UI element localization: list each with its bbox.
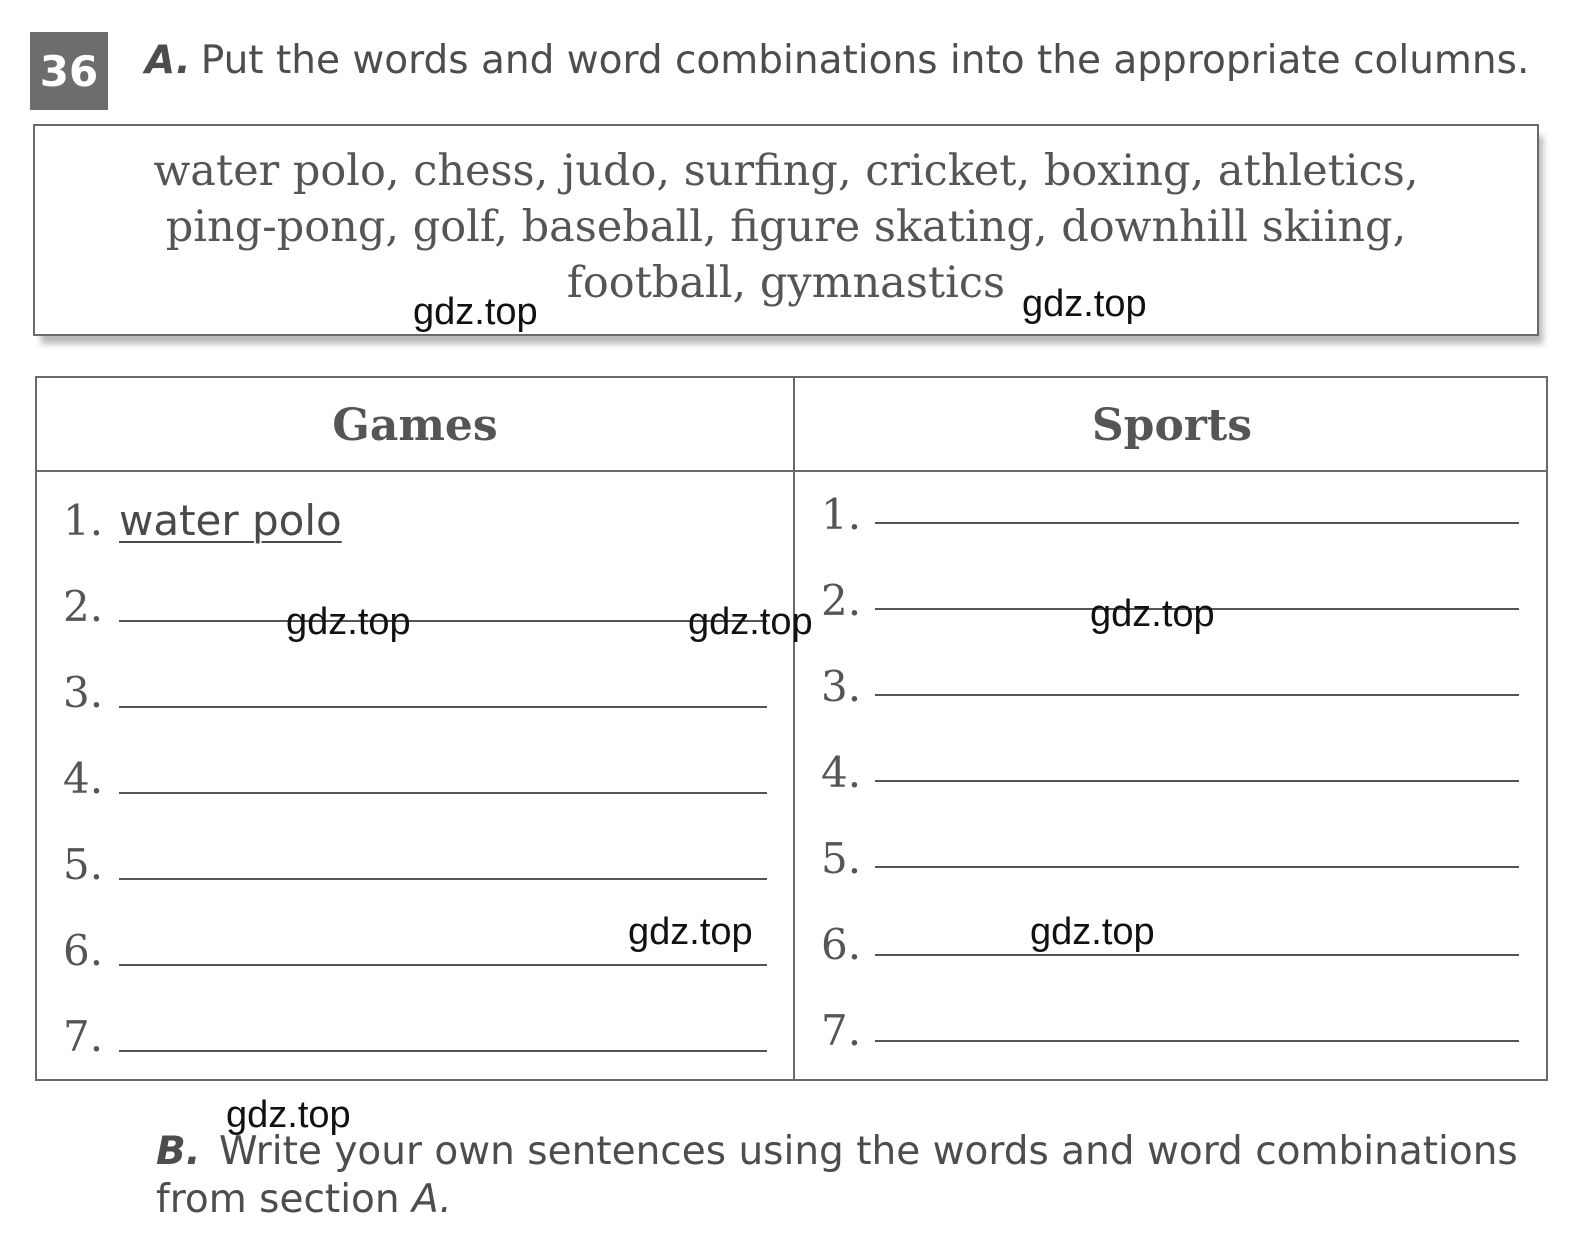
games-row-2-number: 2. [63,582,104,631]
section-a-label: A. [145,38,191,83]
sports-row-6-answer-line[interactable] [875,954,1519,956]
sports-row-4-answer-line[interactable] [875,780,1519,782]
watermark-text: gdz.top [286,601,411,643]
section-b-instruction [156,1128,1556,1224]
games-row-7-number: 7. [63,1012,104,1061]
sports-row-4-number: 4. [821,748,862,797]
section-a-instruction [145,38,1565,83]
games-row-2-answer-line[interactable] [119,620,767,622]
watermark-text: gdz.top [226,1094,351,1136]
watermark-text: gdz.top [413,291,538,333]
section-b-text: Write your own sentences using the words and word combinations [218,1129,1518,1174]
games-row-1-number: 1. [63,496,104,545]
watermark-text: gdz.top [688,601,813,643]
sports-row-3-answer-line[interactable] [875,694,1519,696]
watermark-text: gdz.top [628,911,753,953]
sports-column-header: Sports [1091,400,1253,451]
watermark-text: gdz.top [1030,911,1155,953]
section-b-label: B. [156,1129,201,1174]
sports-row-6-number: 6. [821,920,862,969]
section-a-text: Put the words and word combinations into the appropriate columns. [200,38,1530,83]
watermark-text: gdz.top [1090,593,1215,635]
section-b-text-end: from section [156,1177,400,1222]
column-divider [793,378,795,1079]
word-bank-line-3: football, gymnastics [566,258,1006,308]
sports-row-3-number: 3. [821,662,862,711]
games-row-5-answer-line[interactable] [119,878,767,880]
sports-row-7-answer-line[interactable] [875,1040,1519,1042]
watermark-text: gdz.top [1022,283,1147,325]
games-row-4-number: 4. [63,754,104,803]
games-row-4-answer-line[interactable] [119,792,767,794]
header-rule [37,470,1546,472]
games-column-header: Games [332,400,498,451]
games-row-7-answer-line[interactable] [119,1050,767,1052]
sports-row-7-number: 7. [821,1006,862,1055]
games-row-1-answer[interactable]: water polo [119,496,342,545]
sports-row-1-answer-line[interactable] [875,522,1519,524]
answer-table [35,376,1548,1081]
games-row-5-number: 5. [63,840,104,889]
sports-row-5-answer-line[interactable] [875,866,1519,868]
exercise-number-badge: 36 [30,32,108,110]
word-bank-line-1: water polo, chess, judo, surfing, cricket, boxing, athletics, [153,146,1419,196]
sports-row-1-number: 1. [821,490,862,539]
games-row-3-answer-line[interactable] [119,706,767,708]
word-bank-box [33,124,1539,336]
sports-row-2-number: 2. [821,576,862,625]
word-bank-line-2: ping-pong, golf, baseball, figure skating, downhill skiing, [165,202,1407,252]
games-row-3-number: 3. [63,668,104,717]
games-row-6-answer-line[interactable] [119,964,767,966]
section-b-reference: A. [412,1177,452,1222]
sports-row-5-number: 5. [821,834,862,883]
games-row-6-number: 6. [63,926,104,975]
